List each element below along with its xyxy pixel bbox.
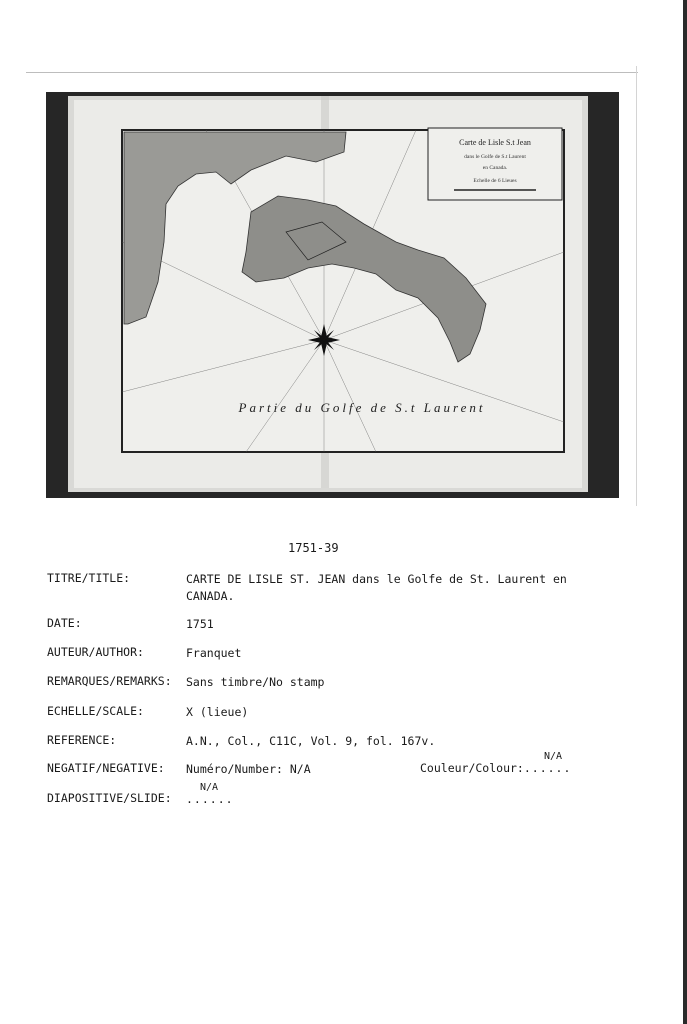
- field-value: CARTE DE LISLE ST. JEAN dans le Golfe de St. Laurent en CANADA.: [186, 572, 567, 603]
- scan-border: [683, 0, 687, 1024]
- field-label: REMARQUES/REMARKS:: [47, 674, 172, 688]
- cartouche-scale: Echelle de 6 Lieues: [473, 178, 517, 184]
- field-value: 1751: [186, 617, 214, 631]
- record-number: 1751-39: [288, 541, 339, 555]
- sheet-edge-right: [636, 66, 637, 506]
- field-value: X (lieue): [186, 705, 249, 719]
- sheet-edge-top: [26, 72, 638, 73]
- colour-label: Couleur/Colour:: [420, 761, 524, 775]
- field-value: Numéro/Number: N/A: [186, 762, 311, 776]
- colour-dots: ......: [523, 761, 572, 775]
- field-label: NEGATIF/NEGATIVE:: [47, 761, 165, 775]
- cartouche-subtitle: dans le Golfe de S.t Laurent: [464, 154, 526, 160]
- slide-value: N/A: [200, 782, 219, 793]
- field-value: ......: [186, 792, 234, 806]
- field-value: Sans timbre/No stamp: [186, 675, 325, 689]
- field-value: Franquet: [186, 646, 242, 660]
- cartouche-region: en Canada.: [482, 165, 508, 171]
- field-label: REFERENCE:: [47, 733, 117, 747]
- field-label: DATE:: [47, 616, 82, 630]
- field-value: A.N., Col., C11C, Vol. 9, fol. 167v.: [186, 734, 436, 748]
- field-colour: [420, 751, 572, 775]
- map-photograph: [46, 92, 619, 498]
- field-label: TITRE/TITLE:: [47, 571, 131, 585]
- field-label: DIAPOSITIVE/SLIDE:: [47, 791, 172, 805]
- field-label: AUTEUR/AUTHOR:: [47, 645, 144, 659]
- sea-label: Partie du Golfe de S.t Laurent: [238, 400, 486, 415]
- colour-value: N/A: [544, 751, 563, 762]
- field-label: ECHELLE/SCALE:: [47, 704, 144, 718]
- cartouche-title: Carte de Lisle S.t Jean: [459, 138, 531, 147]
